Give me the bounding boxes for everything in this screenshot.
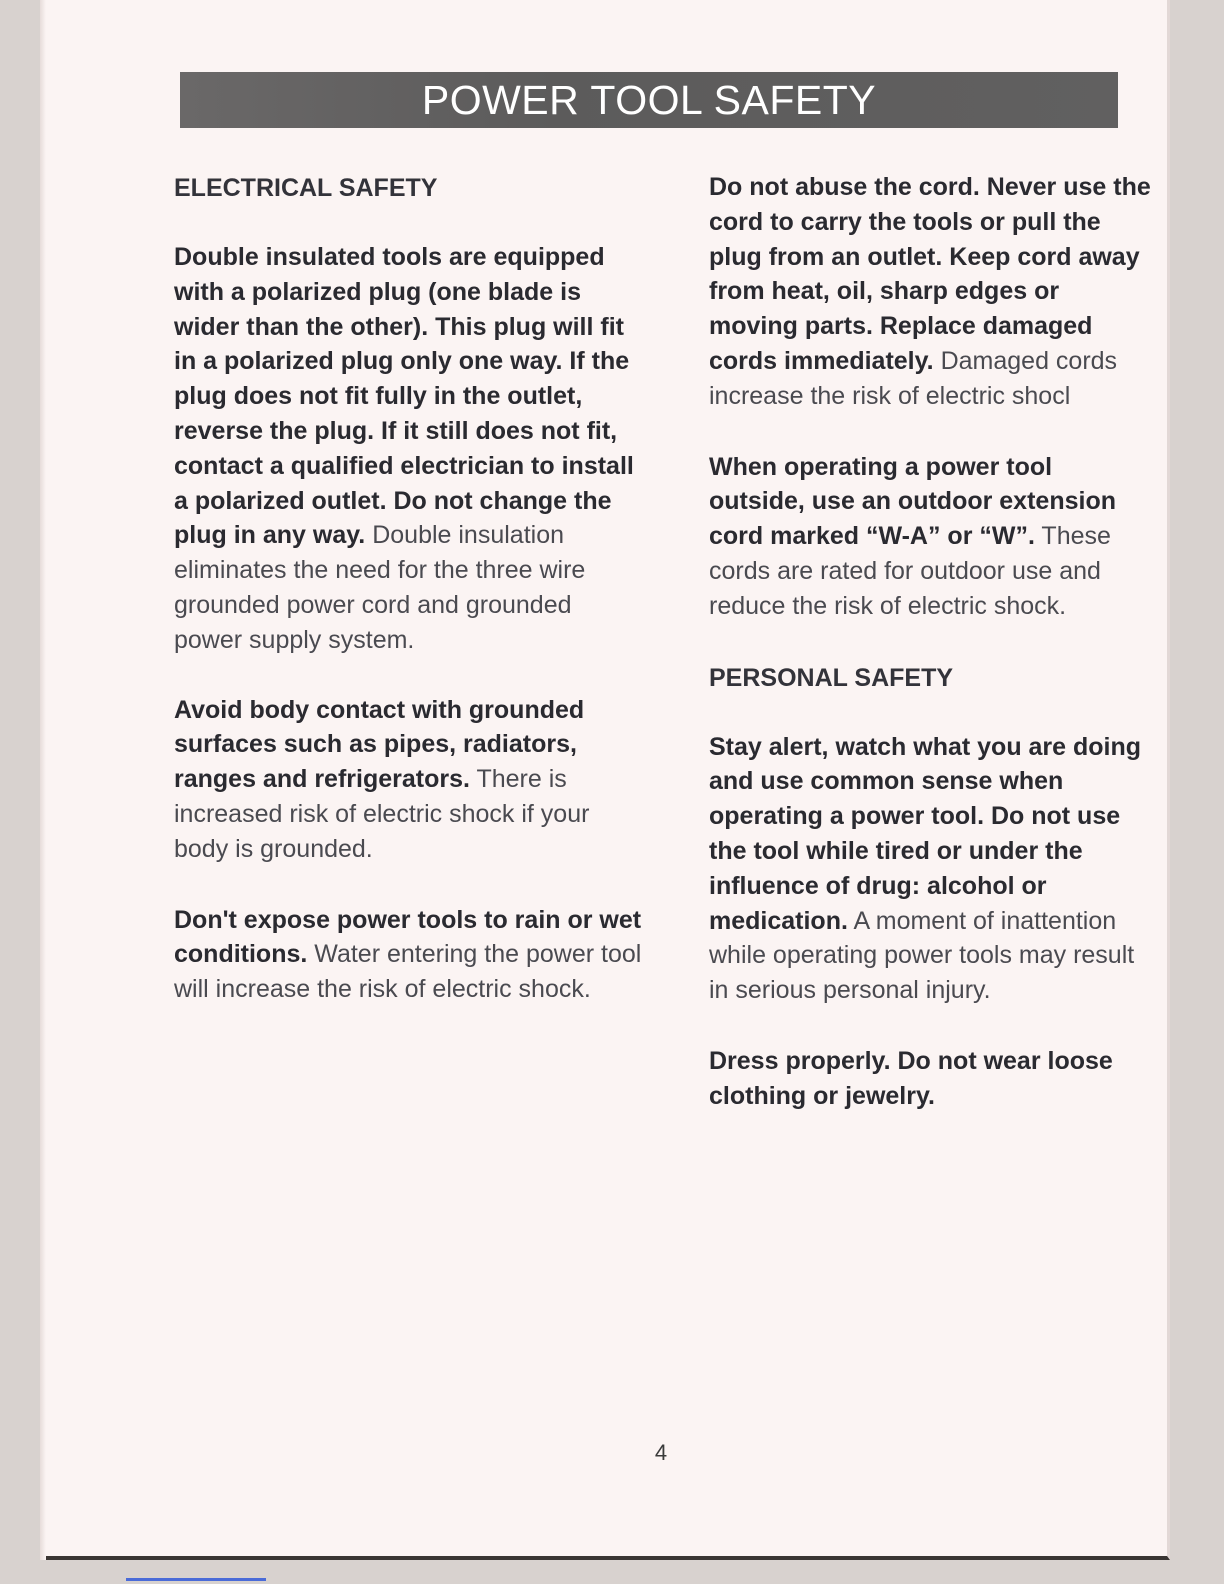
electrical-safety-heading: ELECTRICAL SAFETY: [174, 174, 438, 202]
page-number: 4: [654, 1440, 668, 1465]
cord-abuse-explanation: Damaged cords increase the risk of electric shocl: [709, 346, 1118, 410]
wet-conditions-instruction: Don't expose power tools to rain or wet conditions.: [174, 905, 642, 969]
wet-conditions-paragraph: [174, 903, 644, 1007]
cord-abuse-instruction: Do not abuse the cord. Never use the cord to carry the tools or pull the plug from an outlet. Keep cord away from heat, oil, sharp edges or moving parts. Replace damaged cords immediately.: [709, 173, 1151, 375]
outdoor-cord-explanation: These cords are rated for outdoor use and reduce the risk of electric shock.: [709, 522, 1111, 620]
dress-properly-instruction: Dress properly. Do not wear loose clothing or jewelry.: [709, 1046, 1113, 1110]
polarized-plug-instruction: Double insulated tools are equipped with a polarized plug (one blade is wider than the other). This plug will fit in a polarized plug only one way. If the plug does not fit fully in the outlet, reverse the plug. If it still does not fit, contact a qualified electrician to install a polarized outlet. Do not change the plug in any way.: [174, 243, 634, 550]
left-column: [174, 170, 644, 1043]
outdoor-cord-instruction: When operating a power tool outside, use an outdoor extension cord marked “W-A” or “W”.: [709, 452, 1116, 551]
wet-conditions-explanation: Water entering the power tool will increase the risk of electric shock.: [174, 940, 642, 1004]
grounded-surfaces-paragraph: [174, 693, 644, 867]
polarized-plug-explanation: Double insulation eliminates the need for the three wire grounded power cord and grounded power supply system.: [174, 521, 586, 654]
outdoor-cord-paragraph: [709, 450, 1154, 624]
right-column: [709, 170, 1154, 1150]
polarized-plug-paragraph: [174, 240, 644, 658]
personal-safety-heading: PERSONAL SAFETY: [709, 663, 954, 692]
page-binding-edge: [40, 0, 46, 1560]
stay-alert-paragraph: [709, 730, 1154, 1008]
dress-properly-paragraph: [709, 1044, 1154, 1114]
stay-alert-instruction: Stay alert, watch what you are doing and use common sense when operating a power tool. Do not use the tool while tired or under the influence of drug: alcohol or medication.: [709, 732, 1142, 935]
cord-abuse-paragraph: [709, 170, 1154, 414]
scan-artifact-line: [126, 1578, 266, 1581]
section-banner: POWER TOOL SAFETY: [180, 72, 1118, 128]
stay-alert-explanation: A moment of inattention while operating power tools may result in serious personal injury.: [709, 906, 1135, 1005]
grounded-surfaces-instruction: Avoid body contact with grounded surfaces such as pipes, radiators, ranges and refrigerators.: [174, 695, 585, 794]
grounded-surfaces-explanation: There is increased risk of electric shock if your body is grounded.: [174, 765, 590, 863]
